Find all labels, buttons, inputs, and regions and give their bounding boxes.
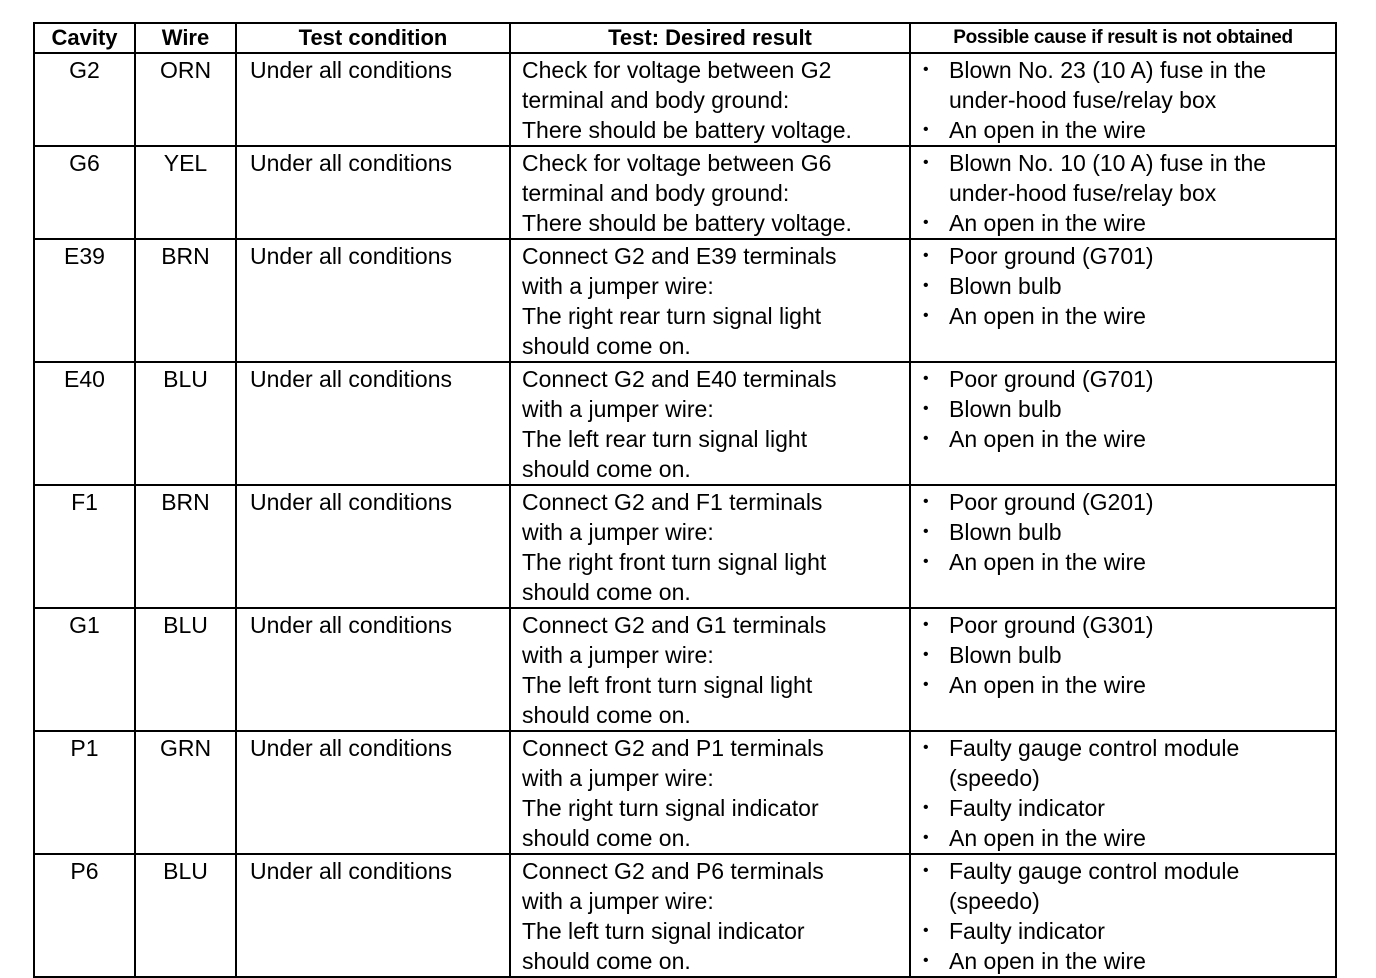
bullet-icon: • <box>923 154 929 171</box>
bullet-icon: • <box>923 370 929 387</box>
desired-result-line: Connect G2 and E39 terminals <box>522 243 837 269</box>
possible-cause-cell <box>910 239 1336 362</box>
cause-text-line: Poor ground (G701) <box>949 366 1154 392</box>
wire-cell <box>135 485 236 608</box>
bullet-icon: • <box>923 799 929 816</box>
cause-text <box>949 487 1335 517</box>
cause-text-line: An open in the wire <box>949 210 1146 236</box>
cause-text <box>949 394 1335 424</box>
desired-result-line: Connect G2 and F1 terminals <box>522 489 823 515</box>
desired-result-line: should come on. <box>522 456 691 482</box>
desired-result-cell <box>510 53 910 146</box>
possible-cause-cell <box>910 362 1336 485</box>
header-possible-cause: Possible cause if result is not obtained <box>910 23 1336 53</box>
cavity-cell <box>34 53 135 146</box>
cause-list-item <box>923 856 1335 916</box>
diagnostic-table-container <box>33 22 1337 978</box>
cause-list-item <box>923 364 1335 394</box>
cause-list-item <box>923 487 1335 517</box>
cause-text-line: An open in the wire <box>949 117 1146 143</box>
cause-text <box>949 610 1335 640</box>
test-condition-cell <box>236 854 510 977</box>
bullet-icon: • <box>923 523 929 540</box>
wire-color-value: GRN <box>159 735 212 761</box>
desired-result-line: Check for voltage between G2 <box>522 57 832 83</box>
possible-cause-cell <box>910 53 1336 146</box>
desired-result-line: with a jumper wire: <box>522 642 714 668</box>
cause-text-line: Poor ground (G701) <box>949 243 1154 269</box>
bullet-icon: • <box>923 61 929 78</box>
cause-text-line: An open in the wire <box>949 303 1146 329</box>
cause-list-item <box>923 301 1335 331</box>
cause-list-item <box>923 115 1335 145</box>
desired-result-line: terminal and body ground: <box>522 180 790 206</box>
cause-text <box>949 424 1335 454</box>
cause-text-line: Blown bulb <box>949 273 1062 299</box>
desired-result-line: There should be battery voltage. <box>522 117 852 143</box>
bullet-icon: • <box>923 121 929 138</box>
table-row <box>34 485 1336 608</box>
desired-result-cell <box>510 362 910 485</box>
cause-list-item <box>923 670 1335 700</box>
cavity-value: P1 <box>70 735 99 761</box>
wire-color-value: BRN <box>161 243 210 269</box>
desired-result-line: Connect G2 and P1 terminals <box>522 735 824 761</box>
cause-text <box>949 856 1335 916</box>
cause-list-item <box>923 271 1335 301</box>
bullet-icon: • <box>923 616 929 633</box>
cause-text <box>949 271 1335 301</box>
desired-result-cell <box>510 239 910 362</box>
cause-text <box>949 517 1335 547</box>
cause-text-line: Faulty gauge control module <box>949 858 1240 884</box>
cavity-cell <box>34 854 135 977</box>
cavity-cell <box>34 362 135 485</box>
wire-color-value: BLU <box>163 612 208 638</box>
desired-result-line: with a jumper wire: <box>522 888 714 914</box>
test-condition-cell <box>236 146 510 239</box>
test-condition-text: Under all conditions <box>250 735 453 761</box>
wire-cell <box>135 146 236 239</box>
cavity-value: E39 <box>64 243 105 269</box>
bullet-icon: • <box>923 952 929 969</box>
cause-text <box>949 670 1335 700</box>
possible-cause-cell <box>910 146 1336 239</box>
bullet-icon: • <box>923 646 929 663</box>
cause-text-line: Blown bulb <box>949 396 1062 422</box>
desired-result-line: The left turn signal indicator <box>522 918 805 944</box>
cause-list-item <box>923 823 1335 853</box>
cause-text <box>949 241 1335 271</box>
desired-result-cell <box>510 731 910 854</box>
cause-text <box>949 793 1335 823</box>
cause-list-item <box>923 148 1335 208</box>
bullet-icon: • <box>923 829 929 846</box>
test-condition-cell <box>236 53 510 146</box>
desired-result-line: The left rear turn signal light <box>522 426 808 452</box>
cause-text <box>949 946 1335 976</box>
cavity-cell <box>34 239 135 362</box>
table-row <box>34 362 1336 485</box>
header-cavity: Cavity <box>34 23 135 53</box>
bullet-icon: • <box>923 553 929 570</box>
table-row <box>34 854 1336 977</box>
cause-list-item <box>923 55 1335 115</box>
bullet-icon: • <box>923 862 929 879</box>
test-condition-cell <box>236 731 510 854</box>
desired-result-line: The left front turn signal light <box>522 672 813 698</box>
desired-result-line: should come on. <box>522 579 691 605</box>
cause-list-item <box>923 547 1335 577</box>
test-condition-text: Under all conditions <box>250 612 453 638</box>
wire-color-value: YEL <box>163 150 208 176</box>
table-row <box>34 731 1336 854</box>
wire-cell <box>135 854 236 977</box>
cause-text-line: An open in the wire <box>949 825 1146 851</box>
cavity-cell <box>34 146 135 239</box>
bullet-icon: • <box>923 247 929 264</box>
desired-result-cell <box>510 608 910 731</box>
cause-text-line: Faulty gauge control module <box>949 735 1240 761</box>
cause-text <box>949 364 1335 394</box>
cause-text <box>949 733 1335 793</box>
cause-text <box>949 640 1335 670</box>
cause-text <box>949 823 1335 853</box>
header-desired-result: Test: Desired result <box>510 23 910 53</box>
desired-result-line: with a jumper wire: <box>522 273 714 299</box>
cause-list-item <box>923 793 1335 823</box>
wire-cell <box>135 731 236 854</box>
header-test-condition: Test condition <box>236 23 510 53</box>
header-wire: Wire <box>135 23 236 53</box>
test-condition-cell <box>236 608 510 731</box>
bullet-icon: • <box>923 400 929 417</box>
cause-text <box>949 115 1335 145</box>
cause-text-line: Faulty indicator <box>949 795 1105 821</box>
cause-text-line: Blown No. 10 (10 A) fuse in the <box>949 150 1267 176</box>
desired-result-cell <box>510 485 910 608</box>
desired-result-line: There should be battery voltage. <box>522 210 852 236</box>
cause-list-item <box>923 394 1335 424</box>
desired-result-line: should come on. <box>522 333 691 359</box>
cause-text-line: (speedo) <box>949 765 1040 791</box>
desired-result-line: Connect G2 and G1 terminals <box>522 612 827 638</box>
table-row <box>34 53 1336 146</box>
cause-text <box>949 916 1335 946</box>
table-row <box>34 146 1336 239</box>
wire-cell <box>135 53 236 146</box>
cause-list-item <box>923 517 1335 547</box>
cause-list-item <box>923 208 1335 238</box>
cavity-value: P6 <box>70 858 99 884</box>
cause-text-line: An open in the wire <box>949 672 1146 698</box>
wire-color-value: BLU <box>163 366 208 392</box>
wire-cell <box>135 362 236 485</box>
table-header-row <box>34 23 1336 53</box>
test-condition-text: Under all conditions <box>250 489 453 515</box>
wire-cell <box>135 608 236 731</box>
test-condition-text: Under all conditions <box>250 366 453 392</box>
cause-text-line: An open in the wire <box>949 426 1146 452</box>
possible-cause-cell <box>910 485 1336 608</box>
cause-list-item <box>923 946 1335 976</box>
cause-list-item <box>923 733 1335 793</box>
cavity-value: E40 <box>64 366 105 392</box>
cause-text-line: Blown bulb <box>949 642 1062 668</box>
bullet-icon: • <box>923 676 929 693</box>
cause-text-line: Blown No. 23 (10 A) fuse in the <box>949 57 1267 83</box>
cavity-cell <box>34 485 135 608</box>
cause-list-item <box>923 610 1335 640</box>
cavity-value: G2 <box>69 57 100 83</box>
cause-list-item <box>923 640 1335 670</box>
cavity-cell <box>34 731 135 854</box>
cause-text <box>949 208 1335 238</box>
table-row <box>34 239 1336 362</box>
desired-result-line: The right rear turn signal light <box>522 303 822 329</box>
bullet-icon: • <box>923 430 929 447</box>
desired-result-line: Connect G2 and P6 terminals <box>522 858 824 884</box>
table-body <box>34 53 1336 977</box>
desired-result-line: with a jumper wire: <box>522 396 714 422</box>
cause-text-line: Blown bulb <box>949 519 1062 545</box>
cause-list-item <box>923 241 1335 271</box>
possible-cause-cell <box>910 731 1336 854</box>
wire-color-value: ORN <box>159 57 212 83</box>
desired-result-cell <box>510 854 910 977</box>
desired-result-line: should come on. <box>522 825 691 851</box>
test-condition-cell <box>236 239 510 362</box>
cause-text-line: An open in the wire <box>949 549 1146 575</box>
possible-cause-cell <box>910 854 1336 977</box>
bullet-icon: • <box>923 277 929 294</box>
cause-text <box>949 301 1335 331</box>
test-condition-text: Under all conditions <box>250 150 453 176</box>
test-condition-cell <box>236 362 510 485</box>
test-condition-cell <box>236 485 510 608</box>
table-row <box>34 608 1336 731</box>
desired-result-line: The right turn signal indicator <box>522 795 819 821</box>
test-condition-text: Under all conditions <box>250 57 453 83</box>
desired-result-line: with a jumper wire: <box>522 519 714 545</box>
desired-result-line: with a jumper wire: <box>522 765 714 791</box>
bullet-icon: • <box>923 739 929 756</box>
test-condition-text: Under all conditions <box>250 858 453 884</box>
possible-cause-cell <box>910 608 1336 731</box>
cavity-cell <box>34 608 135 731</box>
terminal-test-table <box>33 22 1337 978</box>
desired-result-cell <box>510 146 910 239</box>
cause-text-line: Faulty indicator <box>949 918 1105 944</box>
bullet-icon: • <box>923 922 929 939</box>
desired-result-line: should come on. <box>522 702 691 728</box>
cause-list-item <box>923 916 1335 946</box>
desired-result-line: Check for voltage between G6 <box>522 150 832 176</box>
bullet-icon: • <box>923 214 929 231</box>
test-condition-text: Under all conditions <box>250 243 453 269</box>
cause-text-line: Poor ground (G201) <box>949 489 1154 515</box>
cause-text <box>949 148 1335 208</box>
cause-text-line: Poor ground (G301) <box>949 612 1154 638</box>
cavity-value: G1 <box>69 612 100 638</box>
wire-color-value: BLU <box>163 858 208 884</box>
cavity-value: F1 <box>71 489 98 515</box>
bullet-icon: • <box>923 493 929 510</box>
cause-text-line: An open in the wire <box>949 948 1146 974</box>
desired-result-line: should come on. <box>522 948 691 974</box>
desired-result-line: Connect G2 and E40 terminals <box>522 366 837 392</box>
wire-color-value: BRN <box>161 489 210 515</box>
cause-text <box>949 547 1335 577</box>
cause-list-item <box>923 424 1335 454</box>
cause-text-line: under-hood fuse/relay box <box>949 180 1217 206</box>
wire-cell <box>135 239 236 362</box>
cause-text <box>949 55 1335 115</box>
cause-text-line: under-hood fuse/relay box <box>949 87 1217 113</box>
cavity-value: G6 <box>69 150 100 176</box>
desired-result-line: terminal and body ground: <box>522 87 790 113</box>
desired-result-line: The right front turn signal light <box>522 549 827 575</box>
cause-text-line: (speedo) <box>949 888 1040 914</box>
bullet-icon: • <box>923 307 929 324</box>
